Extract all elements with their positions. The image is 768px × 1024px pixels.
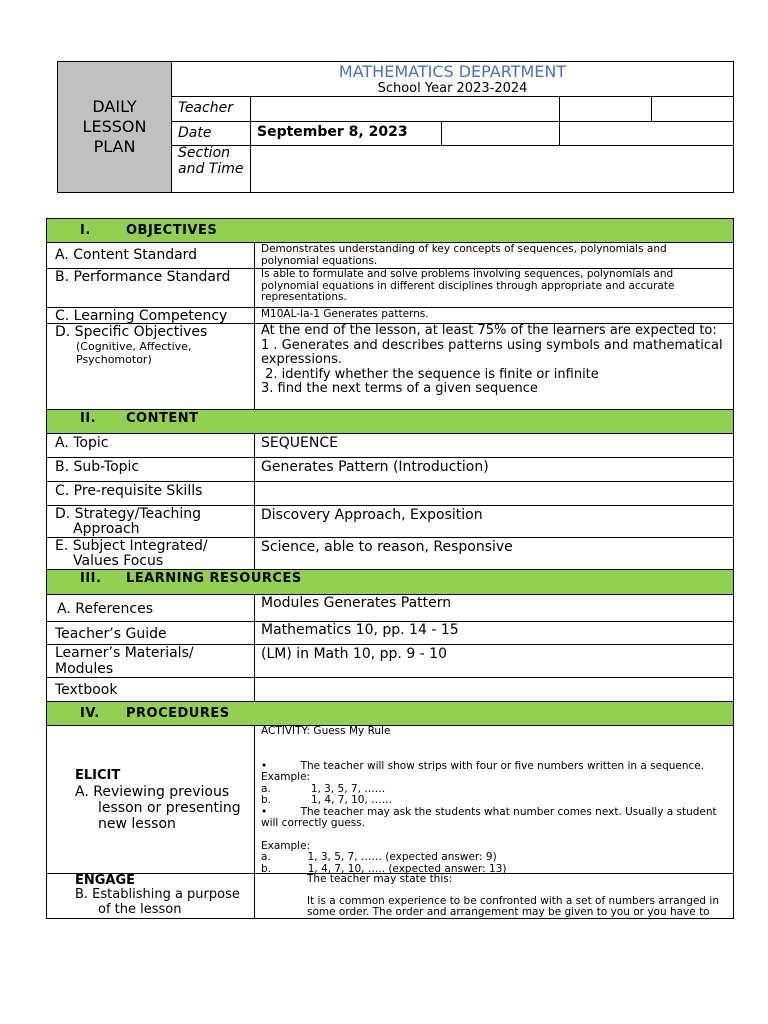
teacher-field[interactable] (250, 96, 560, 122)
section-header-resources (46, 569, 734, 595)
section-title: PROCEDURES (126, 706, 230, 721)
activity-bullet-2: • The teacher may ask the students what number comes next. Usually a student will correctly guess. (261, 805, 721, 829)
engage-line-2: It is a common experience to be confronted with a set of numbers arranged in some order. The order and arrangement may be given to you or you have to (307, 894, 719, 918)
section-number: II. (80, 411, 97, 426)
learning-competency-value: M10AL-Ia-1 Generates patterns. (254, 307, 734, 324)
learning-competency-label: C. Learning Competency (46, 307, 255, 324)
subtopic-value: Generates Pattern (Introduction) (254, 457, 734, 482)
teacher-extra-2 (651, 96, 734, 122)
example-2-a: a. 1, 3, 5, 7, …… (expected answer: 9) (261, 851, 497, 863)
performance-standard-value: Is able to formulate and solve problems involving sequences, polynomials and polynomial equations in different disciplines through appropriate and accurate representations. (254, 268, 734, 308)
specific-objectives-value (254, 323, 734, 410)
learners-materials-value: (LM) in Math 10, pp. 9 - 10 (254, 644, 734, 678)
strategy-value: Discovery Approach, Exposition (254, 505, 734, 538)
section-number: III. (80, 571, 102, 586)
example-1-label: Example: (261, 771, 311, 783)
department-title: MATHEMATICS DEPARTMENT (338, 62, 567, 81)
elicit-item: A. Reviewing previous lesson or presenting new lesson (75, 784, 241, 832)
engage-title: ENGAGE (75, 873, 136, 888)
specific-item-1: 1 . Generates and describes patterns using symbols and mathematical expressions. (261, 337, 723, 367)
content-standard-value: Demonstrates understanding of key concepts of sequences, polynomials and polynomial equations. (254, 242, 734, 269)
specific-objectives-label: D. Specific Objectives (55, 324, 208, 340)
integrated-value: Science, able to reason, Responsive (254, 537, 734, 570)
date-label: Date (171, 121, 251, 146)
references-value: Modules Generates Pattern (254, 594, 734, 622)
topic-label: A. Topic (46, 433, 255, 458)
engage-item: B. Establishing a purpose of the lesson (75, 887, 240, 917)
example-1-a: a. 1, 3, 5, 7, …… (261, 782, 386, 795)
example-2-label: Example: (261, 839, 311, 852)
engage-label-cell (46, 873, 255, 919)
content-standard-label: A. Content Standard (46, 242, 255, 269)
integrated-label: E. Subject Integrated/ Values Focus (46, 537, 255, 570)
topic-value: SEQUENCE (254, 433, 734, 458)
performance-standard-label: B. Performance Standard (46, 268, 255, 308)
engage-line-1: The teacher may state this: (307, 873, 453, 885)
prerequisite-value (254, 481, 734, 506)
section-number: I. (80, 223, 91, 238)
school-year: School Year 2023-2024 (377, 81, 528, 96)
teachers-guide-label: Teacher’s Guide (46, 621, 255, 645)
elicit-title: ELICIT (75, 768, 121, 783)
learners-materials-label: Learner’s Materials/ Modules (46, 644, 255, 678)
elicit-label-cell (46, 725, 255, 874)
date-extra-1 (441, 121, 560, 146)
section-number: IV. (80, 706, 100, 721)
strategy-label: D. Strategy/Teaching Approach (46, 505, 255, 538)
engage-content-cell (254, 873, 734, 919)
references-label: A. References (46, 594, 255, 622)
lesson-plan-box (57, 61, 172, 193)
specific-objectives-sub: (Cognitive, Affective, Psychomotor) (76, 340, 192, 366)
section-title: OBJECTIVES (126, 223, 218, 238)
example-1-b: b. 1, 4, 7, 10, …… (261, 794, 393, 806)
section-title: LEARNING RESOURCES (126, 571, 302, 586)
specific-objectives-label-cell (46, 323, 255, 410)
section-title: CONTENT (126, 411, 199, 426)
teacher-extra-1 (559, 96, 652, 122)
example-2-b: b. 1, 4, 7, 10, ….. (expected answer: 13) (261, 862, 507, 875)
specific-item-2: 2. identify whether the sequence is finite or infinite (261, 366, 599, 382)
teachers-guide-value: Mathematics 10, pp. 14 - 15 (254, 621, 734, 645)
textbook-value (254, 677, 734, 702)
activity-bullet-1: • The teacher will show strips with four or five numbers written in a sequence. (261, 759, 705, 772)
section-time-label: Section and Time (171, 145, 251, 193)
section-time-field[interactable] (250, 145, 734, 193)
header-title-cell (171, 61, 734, 97)
textbook-label: Textbook (46, 677, 255, 702)
elicit-activity-cell (254, 725, 734, 874)
date-field[interactable]: September 8, 2023 (250, 121, 442, 146)
specific-item-3: 3. find the next terms of a given sequence (261, 381, 538, 396)
specific-intro: At the end of the lesson, at least 75% of the learners are expected to: (261, 323, 717, 338)
date-extra-2 (559, 121, 734, 146)
activity-title: ACTIVITY: Guess My Rule (261, 725, 391, 737)
subtopic-label: B. Sub-Topic (46, 457, 255, 482)
section-header-objectives (46, 218, 734, 243)
lesson-plan-title: DAILY LESSON PLAN (82, 97, 147, 156)
section-header-procedures (46, 701, 734, 726)
prerequisite-label: C. Pre-requisite Skills (46, 481, 255, 506)
teacher-label: Teacher (171, 96, 251, 122)
section-header-content (46, 409, 734, 434)
